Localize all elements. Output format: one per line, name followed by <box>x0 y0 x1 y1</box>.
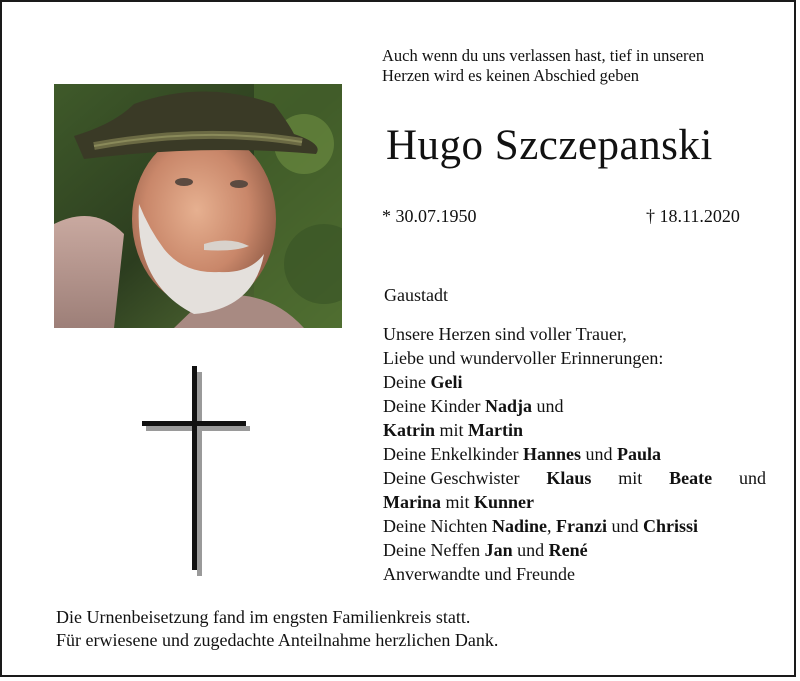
mourner-name: Nadja <box>484 396 532 416</box>
mourner-prefix: Deine Nichten <box>383 516 488 536</box>
mourner-connector: mit <box>618 468 643 488</box>
mourner-name: Paula <box>616 444 661 464</box>
mourner-name: Hannes <box>522 444 581 464</box>
mourner-row-children <box>383 394 766 418</box>
mourner-prefix: Deine Enkelkinder <box>383 444 519 464</box>
mourner-row-nieces <box>383 514 766 538</box>
mourner-row-partner <box>383 370 766 394</box>
mourners-intro-1: Unsere Herzen sind voller Trauer, <box>383 324 627 344</box>
mourner-connector: und <box>738 468 766 488</box>
mourner-prefix: Deine Neffen <box>383 540 481 560</box>
mourner-name: Marina <box>383 492 441 512</box>
mourner-connector: und <box>517 540 545 560</box>
mourner-row-grandchildren <box>383 442 766 466</box>
mourner-row-siblings-2 <box>383 490 766 514</box>
mourner-name: Jan <box>484 540 513 560</box>
footer-line-1: Die Urnenbeisetzung fand im engsten Familienkreis statt. <box>56 607 471 627</box>
portrait-photo <box>54 84 342 328</box>
mourners-list <box>383 322 766 586</box>
mourner-name: Katrin <box>383 420 435 440</box>
mourner-comma: , <box>546 516 552 536</box>
mourner-name: René <box>548 540 588 560</box>
mourner-connector: und <box>611 516 639 536</box>
birth-date: * 30.07.1950 <box>382 206 477 226</box>
mourner-connector: und <box>585 444 613 464</box>
mourner-name: Beate <box>669 468 713 488</box>
deceased-name: Hugo Szczepanski <box>386 122 713 169</box>
mourner-connector: mit <box>445 492 470 512</box>
quote-line-2: Herzen wird es keinen Abschied geben <box>382 66 640 85</box>
mourner-prefix: Deine <box>383 372 426 392</box>
mourner-row-siblings <box>383 466 766 490</box>
mourner-name: Nadine <box>491 516 547 536</box>
mourner-connector: mit <box>439 420 464 440</box>
mourner-name: Chrissi <box>642 516 698 536</box>
mourner-name: Klaus <box>546 468 592 488</box>
mourners-intro-2: Liebe und wundervoller Erinnerungen: <box>383 348 664 368</box>
footer-line-2: Für erwiesene und zugedachte Anteilnahme herzlichen Dank. <box>56 630 499 650</box>
footer-note <box>56 606 756 652</box>
mourner-row-children-2 <box>383 418 766 442</box>
mourner-connector: und <box>536 396 564 416</box>
mourner-name: Geli <box>430 372 463 392</box>
mourner-prefix: Deine Kinder <box>383 396 481 416</box>
mourner-name: Martin <box>468 420 523 440</box>
death-date: † 18.11.2020 <box>646 206 740 226</box>
mourners-closing: Anverwandte und Freunde <box>383 564 575 584</box>
quote-line-1: Auch wenn du uns verlassen hast, tief in unseren <box>382 46 705 65</box>
mourner-name: Kunner <box>474 492 535 512</box>
memorial-quote <box>382 46 782 86</box>
mourner-row-nephews <box>383 538 766 562</box>
place-name: Gaustadt <box>384 285 448 305</box>
mourner-name: Franzi <box>555 516 607 536</box>
mourner-prefix: Deine Geschwister <box>383 468 520 488</box>
cross-icon <box>142 366 252 576</box>
